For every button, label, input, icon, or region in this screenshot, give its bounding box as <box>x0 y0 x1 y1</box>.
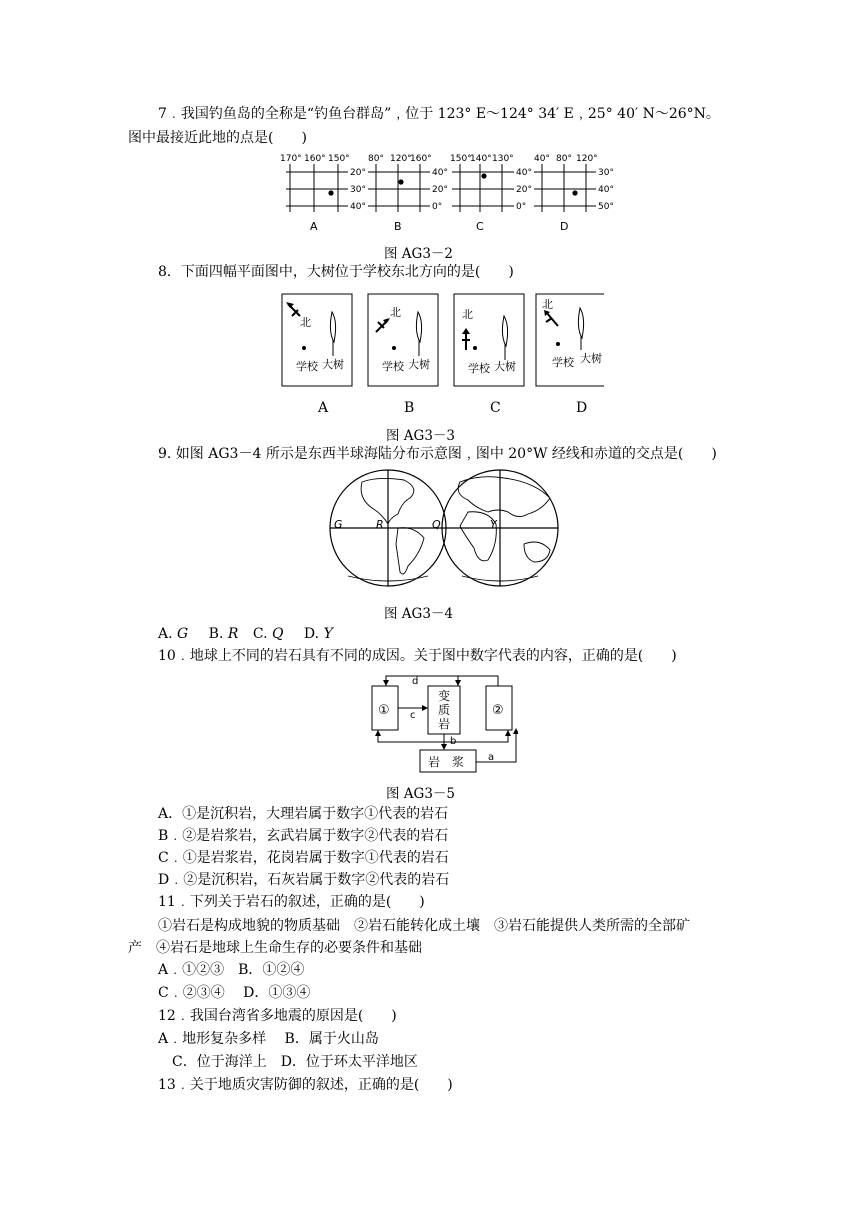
q8-panel-b <box>368 294 438 386</box>
grid-a-right-3: 40° <box>350 202 366 212</box>
grid-c-point <box>481 173 486 178</box>
arrow-d-label: d <box>412 676 419 687</box>
q8-option-a: A <box>318 400 329 416</box>
grid-b-label: B <box>394 220 402 233</box>
q9-option-b-letter: B. <box>208 626 224 642</box>
q9-caption: 图 AG3－4 <box>384 606 454 622</box>
north-label: 北 <box>300 316 311 329</box>
metamorphic-char-2: 质 <box>438 703 451 717</box>
q12-stem: 12﹒我国台湾省多地震的原因是( ) <box>158 1008 397 1024</box>
q8-panel-d <box>536 294 604 386</box>
q9-option-a-value: G <box>177 626 189 642</box>
grid-b-top-1: 80° <box>368 154 384 164</box>
tree-icon <box>578 308 583 350</box>
q10-caption: 图 AG3－5 <box>386 786 456 802</box>
tree-icon <box>502 316 507 360</box>
grid-c-top-1: 150° <box>450 154 472 164</box>
grid-d-right-3: 50° <box>598 202 614 212</box>
north-label: 北 <box>462 308 473 321</box>
north-label: 北 <box>390 306 401 319</box>
q7-grid-figure <box>276 150 616 236</box>
arrow-b-label: b <box>450 736 457 747</box>
grid-b-top-3: 160° <box>410 154 432 164</box>
grid-d-right-2: 40° <box>598 185 614 195</box>
q9-option-c-value: Q <box>271 626 284 642</box>
q9-stem: 9. 如图 AG3－4 所示是东西半球海陆分布示意图﹐图中 20°W 经线和赤道的交点是( ) <box>158 446 717 462</box>
grid-a-right-2: 30° <box>350 185 366 195</box>
grid-c-top-3: 130° <box>492 154 514 164</box>
tree-icon <box>416 312 421 356</box>
school-label: 学校 <box>468 362 490 375</box>
school-label: 学校 <box>382 360 404 373</box>
q7-grid-a <box>280 154 366 233</box>
point-q-label: Q <box>432 518 441 531</box>
school-dot <box>473 346 477 350</box>
q11-stem: 11﹒下列关于岩石的叙述，正确的是( ) <box>158 894 425 910</box>
south-america-shape <box>396 528 424 574</box>
q9-option-b-value: R <box>227 626 239 642</box>
q8-stem: 8．下面四幅平面图中，大树位于学校东北方向的是( ) <box>158 264 514 280</box>
grid-a-top-2: 160° <box>304 154 326 164</box>
grid-d-point <box>572 190 577 195</box>
q11-statements-line1: ①岩石是构成地貌的物质基础 ②岩石能转化成土壤 ③岩石能提供人类所需的全部矿 <box>158 918 690 934</box>
q8-panel-a <box>282 294 352 386</box>
q7-caption: 图 AG3－2 <box>384 246 454 262</box>
q7-grid-d <box>534 154 614 233</box>
arrow-a-label: a <box>488 752 495 763</box>
q7-stem-line1: 7﹒我国钓鱼岛的全称是“钓鱼台群岛”﹐位于 123° E～124° 34′ E﹐25° 40′ N～26°N。 <box>158 106 720 122</box>
q8-option-d: D <box>576 400 588 416</box>
q7-grid-b <box>368 154 448 233</box>
point-g-label: G <box>334 518 343 531</box>
tree-icon <box>330 312 335 356</box>
q11-options-row1: A﹒①②③ B．①②④ <box>158 962 305 978</box>
tree-label: 大树 <box>580 352 602 365</box>
q10-option-b: B﹒②是岩浆岩，玄武岩属于数字②代表的岩石 <box>158 828 449 844</box>
tree-label: 大树 <box>408 358 430 371</box>
australia-shape <box>524 542 550 562</box>
grid-a-point <box>328 190 333 195</box>
grid-b-right-1: 40° <box>432 168 448 178</box>
grid-d-top-2: 80° <box>556 154 572 164</box>
magma-label: 岩 浆 <box>428 755 465 769</box>
grid-b-top-2: 120° <box>390 154 412 164</box>
grid-c-right-2: 20° <box>516 185 532 195</box>
q9-option-a-letter: A. <box>158 626 173 642</box>
tree-label: 大树 <box>322 358 344 371</box>
q11-statements-line2: 产 ④岩石是地球上生命生存的必要条件和基础 <box>128 940 422 956</box>
grid-d-right-1: 30° <box>598 168 614 178</box>
metamorphic-char-1: 变 <box>438 689 451 703</box>
grid-d-top-3: 120° <box>576 154 598 164</box>
school-label: 学校 <box>552 356 574 369</box>
grid-b-point <box>398 179 403 184</box>
grid-a-top-3: 150° <box>328 154 350 164</box>
point-y-label: Y <box>490 518 497 531</box>
grid-b-right-2: 20° <box>432 185 448 195</box>
school-dot <box>392 346 396 350</box>
q8-option-c: C <box>490 400 501 416</box>
grid-c-right-3: 0° <box>516 202 527 212</box>
point-r-label: R <box>376 518 384 531</box>
q10-option-c: C﹒①是岩浆岩，花岗岩属于数字①代表的岩石 <box>158 850 449 866</box>
q8-caption: 图 AG3－3 <box>386 428 456 444</box>
q8-option-b: B <box>404 400 415 416</box>
metamorphic-char-3: 岩 <box>438 717 451 731</box>
q13-stem: 13﹒关于地质灾害防御的叙述，正确的是( ) <box>158 1077 453 1093</box>
arrow-c-label: c <box>410 710 416 721</box>
q9-option-c-letter: C. <box>252 626 268 642</box>
north-arrow-icon <box>546 312 558 326</box>
q12-options-row2: C．位于海洋上 D．位于环太平洋地区 <box>172 1054 418 1070</box>
north-label: 北 <box>542 298 553 311</box>
school-label: 学校 <box>296 360 318 373</box>
q10-option-a: A．①是沉积岩，大理岩属于数字①代表的岩石 <box>158 806 449 822</box>
q10-stem: 10﹒地球上不同的岩石具有不同的成因。关于图中数字代表的内容，正确的是( ) <box>158 648 677 664</box>
grid-c-top-2: 140° <box>470 154 492 164</box>
grid-a-label: A <box>310 220 318 233</box>
grid-c-right-1: 40° <box>516 168 532 178</box>
q9-option-d-letter: D. <box>303 626 320 642</box>
grid-d-top-1: 40° <box>534 154 550 164</box>
box-1-label: ① <box>378 703 390 718</box>
grid-d-label: D <box>560 220 569 233</box>
q11-options-row2: C﹒②③④ D．①③④ <box>158 985 311 1001</box>
grid-a-top-1: 170° <box>280 154 302 164</box>
q8-panel-c <box>454 294 524 386</box>
grid-a-right-1: 20° <box>350 168 366 178</box>
q8-figure <box>278 292 604 388</box>
q10-option-d: D﹒②是沉积岩，石灰岩属于数字②代表的岩石 <box>158 872 450 888</box>
school-dot <box>556 342 560 346</box>
grid-c-label: C <box>476 220 484 233</box>
north-arrow-icon <box>462 332 470 350</box>
q7-grid-c <box>450 154 532 233</box>
tree-label: 大树 <box>494 360 516 373</box>
school-dot <box>302 346 306 350</box>
box-2-label: ② <box>492 703 504 718</box>
q7-stem-line2: 图中最接近此地的点是( ) <box>128 130 307 146</box>
q9-options <box>158 624 333 644</box>
q12-options-row1: A﹒地形复杂多样 B．属于火山岛 <box>158 1031 379 1047</box>
q10-rock-cycle-diagram <box>368 670 518 778</box>
q9-option-d-value: Y <box>323 626 333 642</box>
q9-hemispheres-map <box>328 468 562 592</box>
grid-b-right-3: 0° <box>432 202 443 212</box>
